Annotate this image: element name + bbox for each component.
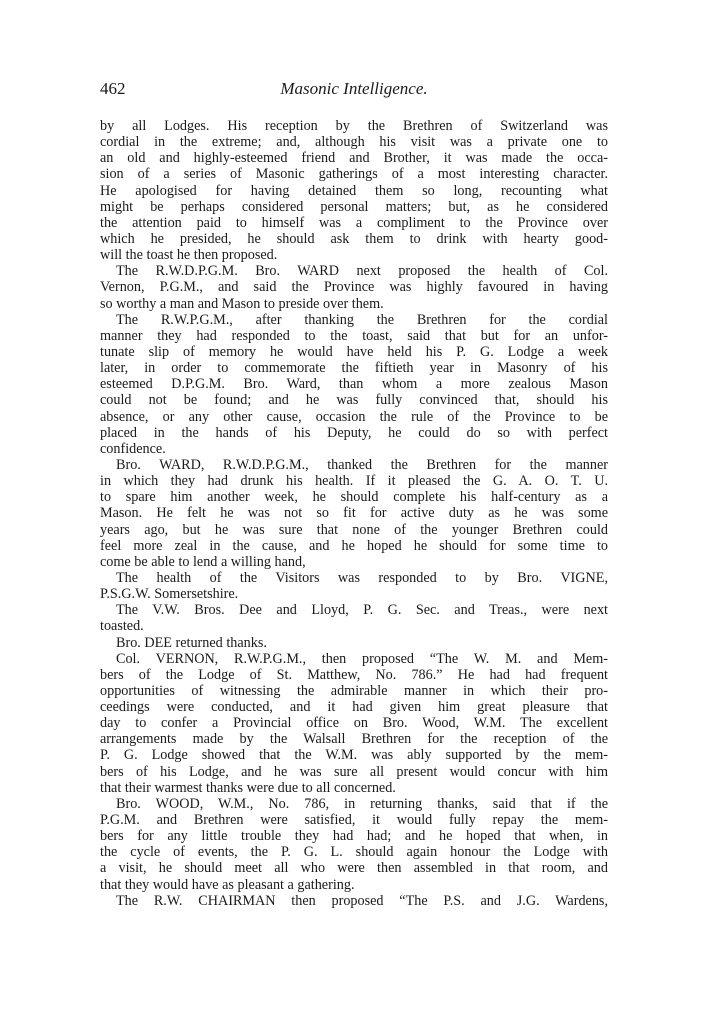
text-line: P.S.G.W. Somersetshire. bbox=[100, 586, 239, 603]
text-line: which he presided, he should ask them to drink with hearty good- bbox=[100, 230, 608, 247]
text-line: so worthy a man and Mason to preside over them. bbox=[100, 295, 384, 312]
text-line: opportunities of witnessing the admirable manner in which their pro- bbox=[100, 682, 608, 699]
text-line: that they would have as pleasant a gathering. bbox=[100, 876, 355, 893]
text-line: the attention paid to himself was a compliment to the Province over bbox=[100, 214, 608, 231]
text-line: manner they had responded to the toast, said that but for an unfor- bbox=[100, 327, 608, 344]
text-line: The R.W.D.P.G.M. Bro. WARD next proposed the health of Col. bbox=[116, 263, 608, 280]
text-line: sion of a series of Masonic gatherings of a most interesting character. bbox=[100, 166, 608, 183]
page-header bbox=[100, 79, 608, 103]
text-line: The health of the Visitors was responded to by Bro. VIGNE, bbox=[116, 569, 608, 586]
text-line: Vernon, P.G.M., and said the Province was highly favoured in having bbox=[100, 279, 608, 296]
text-line: come be able to lend a willing hand, bbox=[100, 553, 306, 570]
text-line: years ago, but he was sure that none of the younger Brethren could bbox=[100, 521, 608, 538]
text-line: day to confer a Provincial office on Bro. Wood, W.M. The excellent bbox=[100, 715, 608, 732]
text-line: The R.W. CHAIRMAN then proposed “The P.S. and J.G. Wardens, bbox=[116, 892, 608, 909]
text-line: The V.W. Bros. Dee and Lloyd, P. G. Sec. and Treas., were next bbox=[116, 602, 608, 619]
text-line: arrangements made by the Walsall Brethren for the reception of the bbox=[100, 731, 608, 748]
text-line: placed in the hands of his Deputy, he could do so with perfect bbox=[100, 424, 608, 441]
text-line: absence, or any other cause, occasion the rule of the Province to be bbox=[100, 408, 608, 425]
body-text bbox=[100, 118, 608, 909]
text-line: later, in order to commemorate the fiftieth year in Masonry of his bbox=[100, 360, 608, 377]
text-line: the cycle of events, the P. G. L. should again honour the Lodge with bbox=[100, 844, 608, 861]
text-line: Bro. WARD, R.W.D.P.G.M., thanked the Brethren for the manner bbox=[116, 456, 608, 473]
text-line: by all Lodges. His reception by the Brethren of Switzerland was bbox=[100, 118, 608, 134]
text-line: will the toast he then proposed. bbox=[100, 247, 278, 264]
text-line: P. G. Lodge showed that the W.M. was ably supported by the mem- bbox=[100, 747, 608, 764]
text-line: tunate slip of memory he would have held his P. G. Lodge a week bbox=[100, 343, 608, 360]
text-line: that their warmest thanks were due to all concerned. bbox=[100, 779, 396, 796]
text-line: toasted. bbox=[100, 618, 144, 635]
text-line: ceedings were conducted, and it had given him great pleasure that bbox=[100, 699, 608, 716]
text-line: confidence. bbox=[100, 440, 166, 457]
text-line: feel more zeal in the cause, and he hoped he should for some time to bbox=[100, 537, 608, 554]
text-line: Bro. WOOD, W.M., No. 786, in returning thanks, said that if the bbox=[116, 795, 608, 812]
text-line: Col. VERNON, R.W.P.G.M., then proposed “The W. M. and Mem- bbox=[116, 650, 608, 667]
text-line: a visit, he should meet all who were then assembled in that room, and bbox=[100, 860, 608, 877]
text-line: cordial in the extreme; and, although his visit was a private one to bbox=[100, 134, 608, 151]
text-line: bers for any little trouble they had had; and he hoped that when, in bbox=[100, 828, 608, 845]
text-line: Mason. He felt he was not so fit for active duty as he was some bbox=[100, 505, 608, 522]
page-number: 462 bbox=[100, 79, 126, 98]
text-line: He apologised for having detained them so long, recounting what bbox=[100, 182, 608, 199]
text-line: The R.W.P.G.M., after thanking the Brethren for the cordial bbox=[116, 311, 608, 328]
text-line: an old and highly-esteemed friend and Brother, it was made the occa- bbox=[100, 150, 608, 167]
text-line: to spare him another week, he should complete his half-century as a bbox=[100, 489, 608, 506]
text-line: bers of the Lodge of St. Matthew, No. 786.” He had had frequent bbox=[100, 666, 608, 683]
text-line: P.G.M. and Brethren were satisfied, it would fully repay the mem- bbox=[100, 812, 608, 829]
text-line: bers of his Lodge, and he was sure all present would concur with him bbox=[100, 763, 608, 780]
text-line: in which they had drunk his health. If it pleased the G. A. O. T. U. bbox=[100, 473, 608, 490]
text-line: Bro. DEE returned thanks. bbox=[116, 634, 267, 651]
text-line: could not be found; and he was fully convinced that, should his bbox=[100, 392, 608, 409]
text-line: might be perhaps considered personal matters; but, as he considered bbox=[100, 198, 608, 215]
running-title: Masonic Intelligence. bbox=[280, 79, 428, 98]
text-line: esteemed D.P.G.M. Bro. Ward, than whom a more zealous Mason bbox=[100, 376, 608, 393]
